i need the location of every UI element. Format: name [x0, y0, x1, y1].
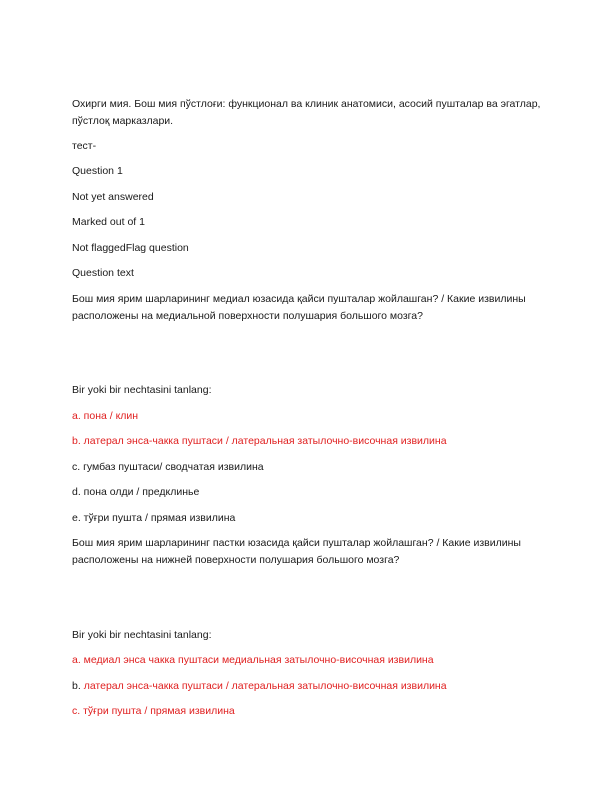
question-1-instruction: Bir yoki bir nechtasini tanlang:	[72, 384, 212, 396]
question-1-option-d[interactable]: d. пона олди / предклинье	[72, 486, 200, 498]
question-2-option-b[interactable]	[72, 678, 542, 695]
option-letter: b.	[72, 680, 81, 692]
question-2-option-c[interactable]: c. тўғри пушта / прямая извилина	[72, 705, 235, 717]
question-number: Question 1	[72, 165, 123, 177]
option-text: латерал энса-чакка пуштаси / латеральная затылочно-височная извилина	[83, 680, 447, 692]
question-1-option-e[interactable]: e. тўғри пушта / прямая извилина	[72, 512, 236, 524]
question-2-instruction: Bir yoki bir nechtasini tanlang:	[72, 629, 212, 641]
question-text-label: Question text	[72, 267, 134, 279]
question-1-option-c[interactable]: c. гумбаз пуштаси/ сводчатая извилина	[72, 461, 264, 473]
question-2-option-a[interactable]: a. медиал энса чакка пуштаси медиальная затылочно-височная извилина	[72, 654, 434, 666]
test-label: тест-	[72, 140, 97, 152]
question-2-text: Бош мия ярим шарларининг пастки юзасида қайси пушталар жойлашган? / Какие извилины расположены на нижней поверхности полушария большого мозга?	[72, 537, 521, 566]
flag-question-link[interactable]: Not flaggedFlag question	[72, 242, 189, 254]
question-marks: Marked out of 1	[72, 216, 145, 228]
question-status: Not yet answered	[72, 191, 154, 203]
question-1-option-b[interactable]: b. латерал энса-чакка пуштаси / латеральная затылочно-височная извилина	[72, 435, 447, 447]
document-title: Охирги мия. Бош мия пўстлоғи: функционал ва клиник анатомиси, асосий пушталар ва эгатлар, пўстлоқ марказлари.	[72, 98, 541, 127]
question-1-option-a[interactable]: a. пона / клин	[72, 410, 139, 422]
question-1-text: Бош мия ярим шарларининг медиал юзасида қайси пушталар жойлашган? / Какие извилины расположены на медиальной поверхности полушария большого мозга?	[72, 293, 526, 322]
